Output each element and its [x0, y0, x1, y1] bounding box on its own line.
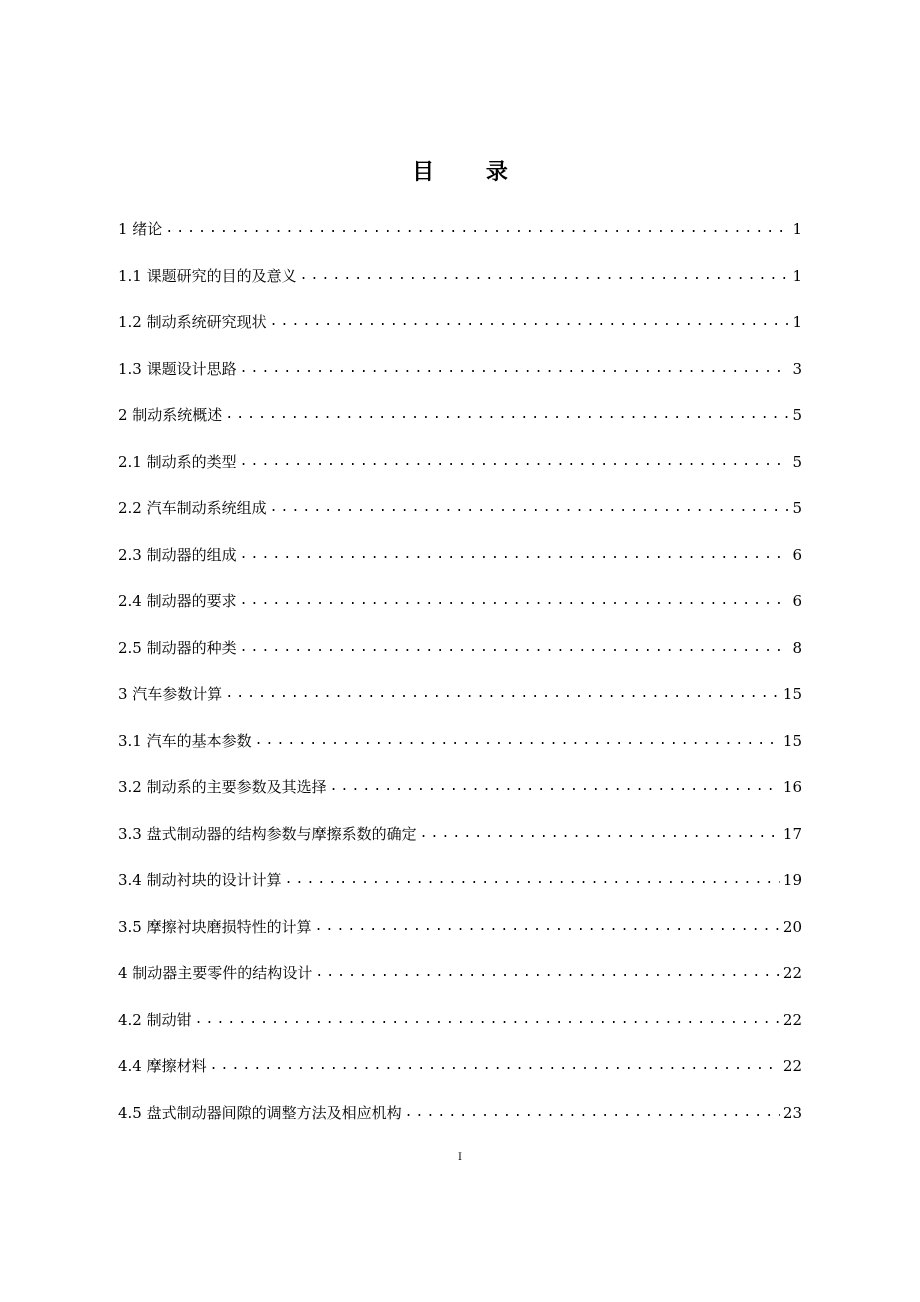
- toc-dot-leader: [285, 870, 780, 890]
- toc-entry[interactable]: [118, 904, 802, 951]
- toc-dot-leader: [420, 824, 780, 844]
- toc-entry-page-number: 17: [782, 824, 802, 843]
- toc-dot-leader: [240, 359, 790, 379]
- toc-dot-leader: [225, 684, 780, 704]
- toc-entry[interactable]: [118, 346, 802, 393]
- toc-entry-label: 4.2 制动钳: [118, 1010, 192, 1029]
- toc-entry-page-number: 6: [792, 545, 802, 564]
- toc-dot-leader: [330, 777, 780, 797]
- toc-dot-leader: [255, 731, 780, 751]
- toc-entry[interactable]: [118, 253, 802, 300]
- toc-dot-leader: [210, 1056, 780, 1076]
- toc-entry-page-number: 5: [792, 452, 802, 471]
- toc-entry[interactable]: [118, 439, 802, 486]
- toc-entry-label: 3.4 制动衬块的设计计算: [118, 871, 282, 890]
- toc-dot-leader: [270, 312, 790, 332]
- toc-entry-page-number: 23: [782, 1103, 802, 1122]
- toc-entry-label: 2 制动系统概述: [118, 406, 223, 425]
- toc-entry-page-number: 22: [782, 1057, 802, 1076]
- toc-entry-page-number: 5: [792, 406, 802, 425]
- toc-dot-leader: [165, 219, 789, 239]
- toc-entry-label: 2.4 制动器的要求: [118, 592, 237, 611]
- table-of-contents: [118, 206, 802, 1136]
- toc-dot-leader: [405, 1103, 780, 1123]
- toc-entry-page-number: 8: [792, 638, 802, 657]
- toc-entry[interactable]: [118, 392, 802, 439]
- toc-entry-label: 3 汽车参数计算: [118, 685, 223, 704]
- toc-entry-label: 4 制动器主要零件的结构设计: [118, 964, 313, 983]
- page-number-footer: I: [458, 1152, 462, 1163]
- toc-entry[interactable]: [118, 857, 802, 904]
- toc-entry[interactable]: [118, 997, 802, 1044]
- page-title: 目 录: [412, 160, 530, 185]
- toc-entry-label: 3.3 盘式制动器的结构参数与摩擦系数的确定: [118, 824, 417, 843]
- toc-dot-leader: [240, 452, 790, 472]
- toc-entry-page-number: 19: [782, 871, 802, 890]
- toc-entry[interactable]: [118, 764, 802, 811]
- toc-entry-page-number: 1: [792, 266, 802, 285]
- toc-entry-label: 1.3 课题设计思路: [118, 359, 237, 378]
- toc-entry-label: 1.2 制动系统研究现状: [118, 313, 267, 332]
- toc-entry[interactable]: [118, 671, 802, 718]
- toc-entry[interactable]: [118, 950, 802, 997]
- toc-entry-label: 2.2 汽车制动系统组成: [118, 499, 267, 518]
- toc-entry[interactable]: [118, 485, 802, 532]
- toc-entry-page-number: 22: [782, 964, 802, 983]
- toc-entry-page-number: 16: [782, 778, 802, 797]
- toc-dot-leader: [300, 266, 790, 286]
- toc-entry-page-number: 15: [782, 731, 802, 750]
- toc-dot-leader: [225, 405, 789, 425]
- toc-entry-page-number: 3: [792, 359, 802, 378]
- toc-dot-leader: [240, 591, 790, 611]
- toc-entry-label: 3.5 摩擦衬块磨损特性的计算: [118, 917, 312, 936]
- toc-dot-leader: [240, 545, 790, 565]
- toc-entry-label: 4.5 盘式制动器间隙的调整方法及相应机构: [118, 1103, 402, 1122]
- toc-entry-label: 2.3 制动器的组成: [118, 545, 237, 564]
- toc-entry[interactable]: [118, 1090, 802, 1137]
- toc-dot-leader: [270, 498, 790, 518]
- toc-entry-page-number: 1: [792, 220, 802, 239]
- toc-entry-page-number: 5: [792, 499, 802, 518]
- toc-entry-page-number: 20: [782, 917, 802, 936]
- toc-entry-label: 1.1 课题研究的目的及意义: [118, 266, 297, 285]
- toc-entry-label: 4.4 摩擦材料: [118, 1057, 207, 1076]
- toc-dot-leader: [315, 917, 780, 937]
- toc-entry-page-number: 1: [792, 313, 802, 332]
- toc-entry[interactable]: [118, 578, 802, 625]
- toc-dot-leader: [240, 638, 790, 658]
- toc-entry-label: 3.2 制动系的主要参数及其选择: [118, 778, 327, 797]
- toc-entry-page-number: 6: [792, 592, 802, 611]
- toc-entry-label: 2.5 制动器的种类: [118, 638, 237, 657]
- toc-entry[interactable]: [118, 532, 802, 579]
- toc-entry[interactable]: [118, 206, 802, 253]
- toc-entry-page-number: 22: [782, 1010, 802, 1029]
- toc-entry[interactable]: [118, 1043, 802, 1090]
- toc-entry-label: 2.1 制动系的类型: [118, 452, 237, 471]
- toc-entry[interactable]: [118, 718, 802, 765]
- toc-entry[interactable]: [118, 811, 802, 858]
- toc-entry-label: 3.1 汽车的基本参数: [118, 731, 252, 750]
- toc-dot-leader: [195, 1010, 780, 1030]
- toc-entry[interactable]: [118, 625, 802, 672]
- toc-entry[interactable]: [118, 299, 802, 346]
- toc-entry-label: 1 绪论: [118, 220, 163, 239]
- toc-entry-page-number: 15: [782, 685, 802, 704]
- toc-dot-leader: [315, 963, 780, 983]
